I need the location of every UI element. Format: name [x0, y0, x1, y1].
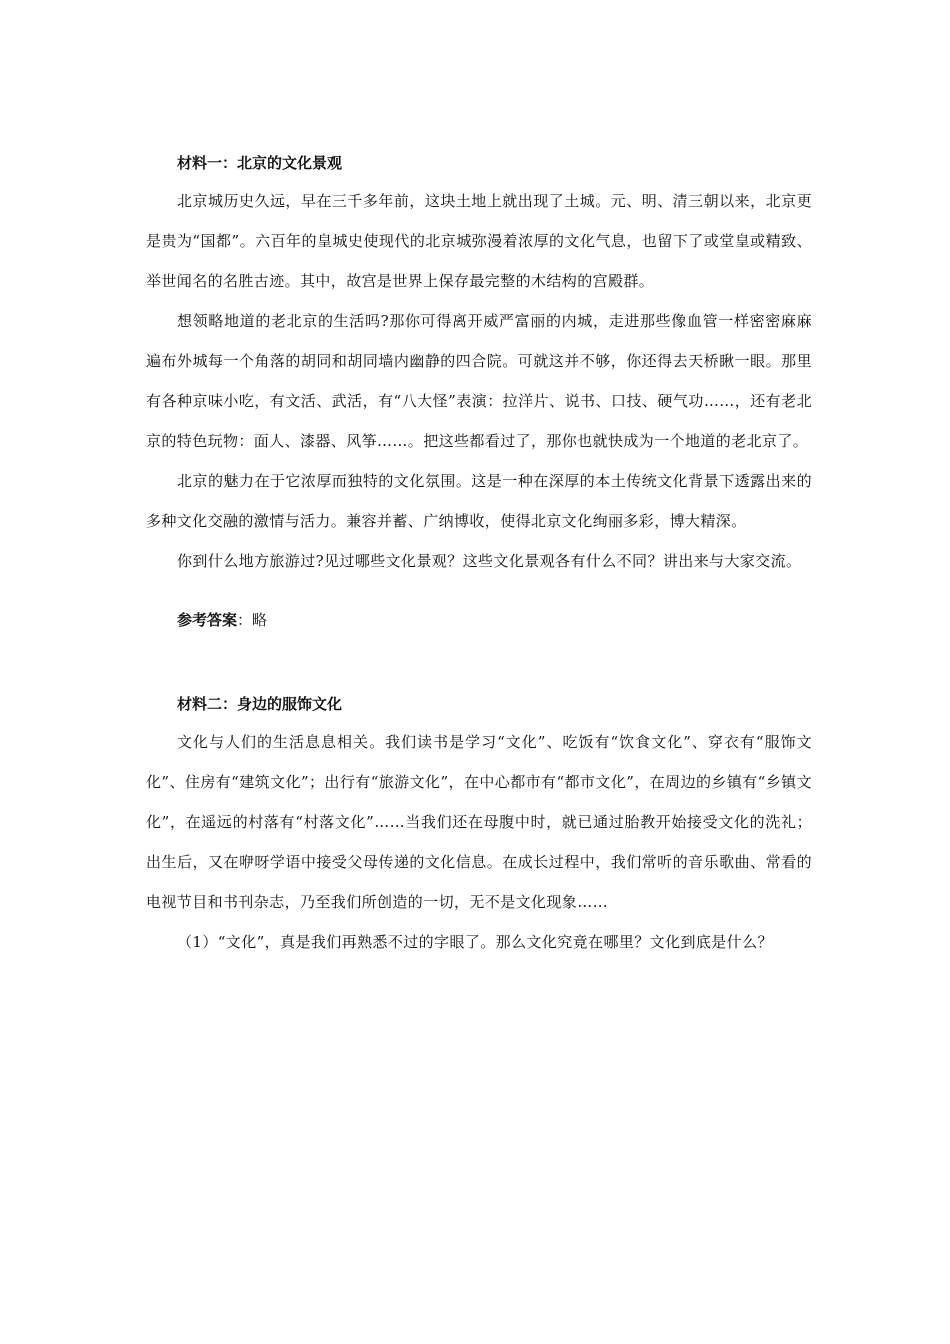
- material1-paragraph-4: 你到什么地方旅游过?见过哪些文化景观？这些文化景观各有什么不同？讲出来与大家交流。: [177, 552, 802, 570]
- answer-separator: ：: [237, 611, 253, 629]
- material1-paragraph-3: 北京的魅力在于它浓厚而独特的文化氛围。这是一种在深厚的本土传统文化背景下透露出来的多种文化交融的激情与活力。兼容并蓄、广纳博收，使得北京文化绚丽多彩，博大精深。: [146, 472, 812, 530]
- document-page: [146, 148, 812, 962]
- material1-title: 材料一：北京的文化景观: [177, 154, 343, 172]
- answer-text: 略: [252, 611, 268, 629]
- section-gap: [146, 635, 812, 689]
- answer-label: 参考答案: [177, 611, 238, 629]
- material2-title: 材料二：身边的服饰文化: [177, 695, 343, 713]
- reference-answer: [146, 605, 812, 635]
- material2-question-1: （1）“文化”，真是我们再熟悉不过的字眼了。那么文化究竟在哪里？文化到底是什么？: [177, 933, 773, 951]
- material1-paragraph-1: 北京城历史久远，早在三千多年前，这块土地上就出现了土城。元、明、清三朝以来，北京更是贵为“国都”。六百年的皇城史使现代的北京城弥漫着浓厚的文化气息，也留下了或堂皇或精致、举世闻名的名胜古迹。其中，故宫是世界上保存最完整的木结构的宫殿群。: [146, 192, 812, 290]
- material1-paragraph-2: 想领略地道的老北京的生活吗?那你可得离开威严富丽的内城，走进那些像血管一样密密麻麻遍布外城每一个角落的胡同和胡同墙内幽静的四合院。可就这并不够，你还得去天桥瞅一眼。那里有各种京味小吃，有文活、武活，有“八大怪”表演：拉洋片、说书、口技、硬气功……，还有老北京的特色玩物：面人、漆器、风筝……。把这些都看过了，那你也就快成为一个地道的老北京了。: [146, 312, 812, 450]
- material2-paragraph-1: 文化与人们的生活息息相关。我们读书是学习“文化”、吃饭有“饮食文化”、穿衣有“服饰文化”、住房有“建筑文化”；出行有“旅游文化”，在中心都市有“都市文化”，在周边的乡镇有“乡镇文化”，在遥远的村落有“村落文化”……当我们还在母腹中时，就已通过胎教开始接受文化的洗礼；出生后，又在咿呀学语中接受父母传递的文化信息。在成长过程中，我们常听的音乐歌曲、常看的电视节目和书刊杂志，乃至我们所创造的一切，无不是文化现象……: [146, 733, 812, 911]
